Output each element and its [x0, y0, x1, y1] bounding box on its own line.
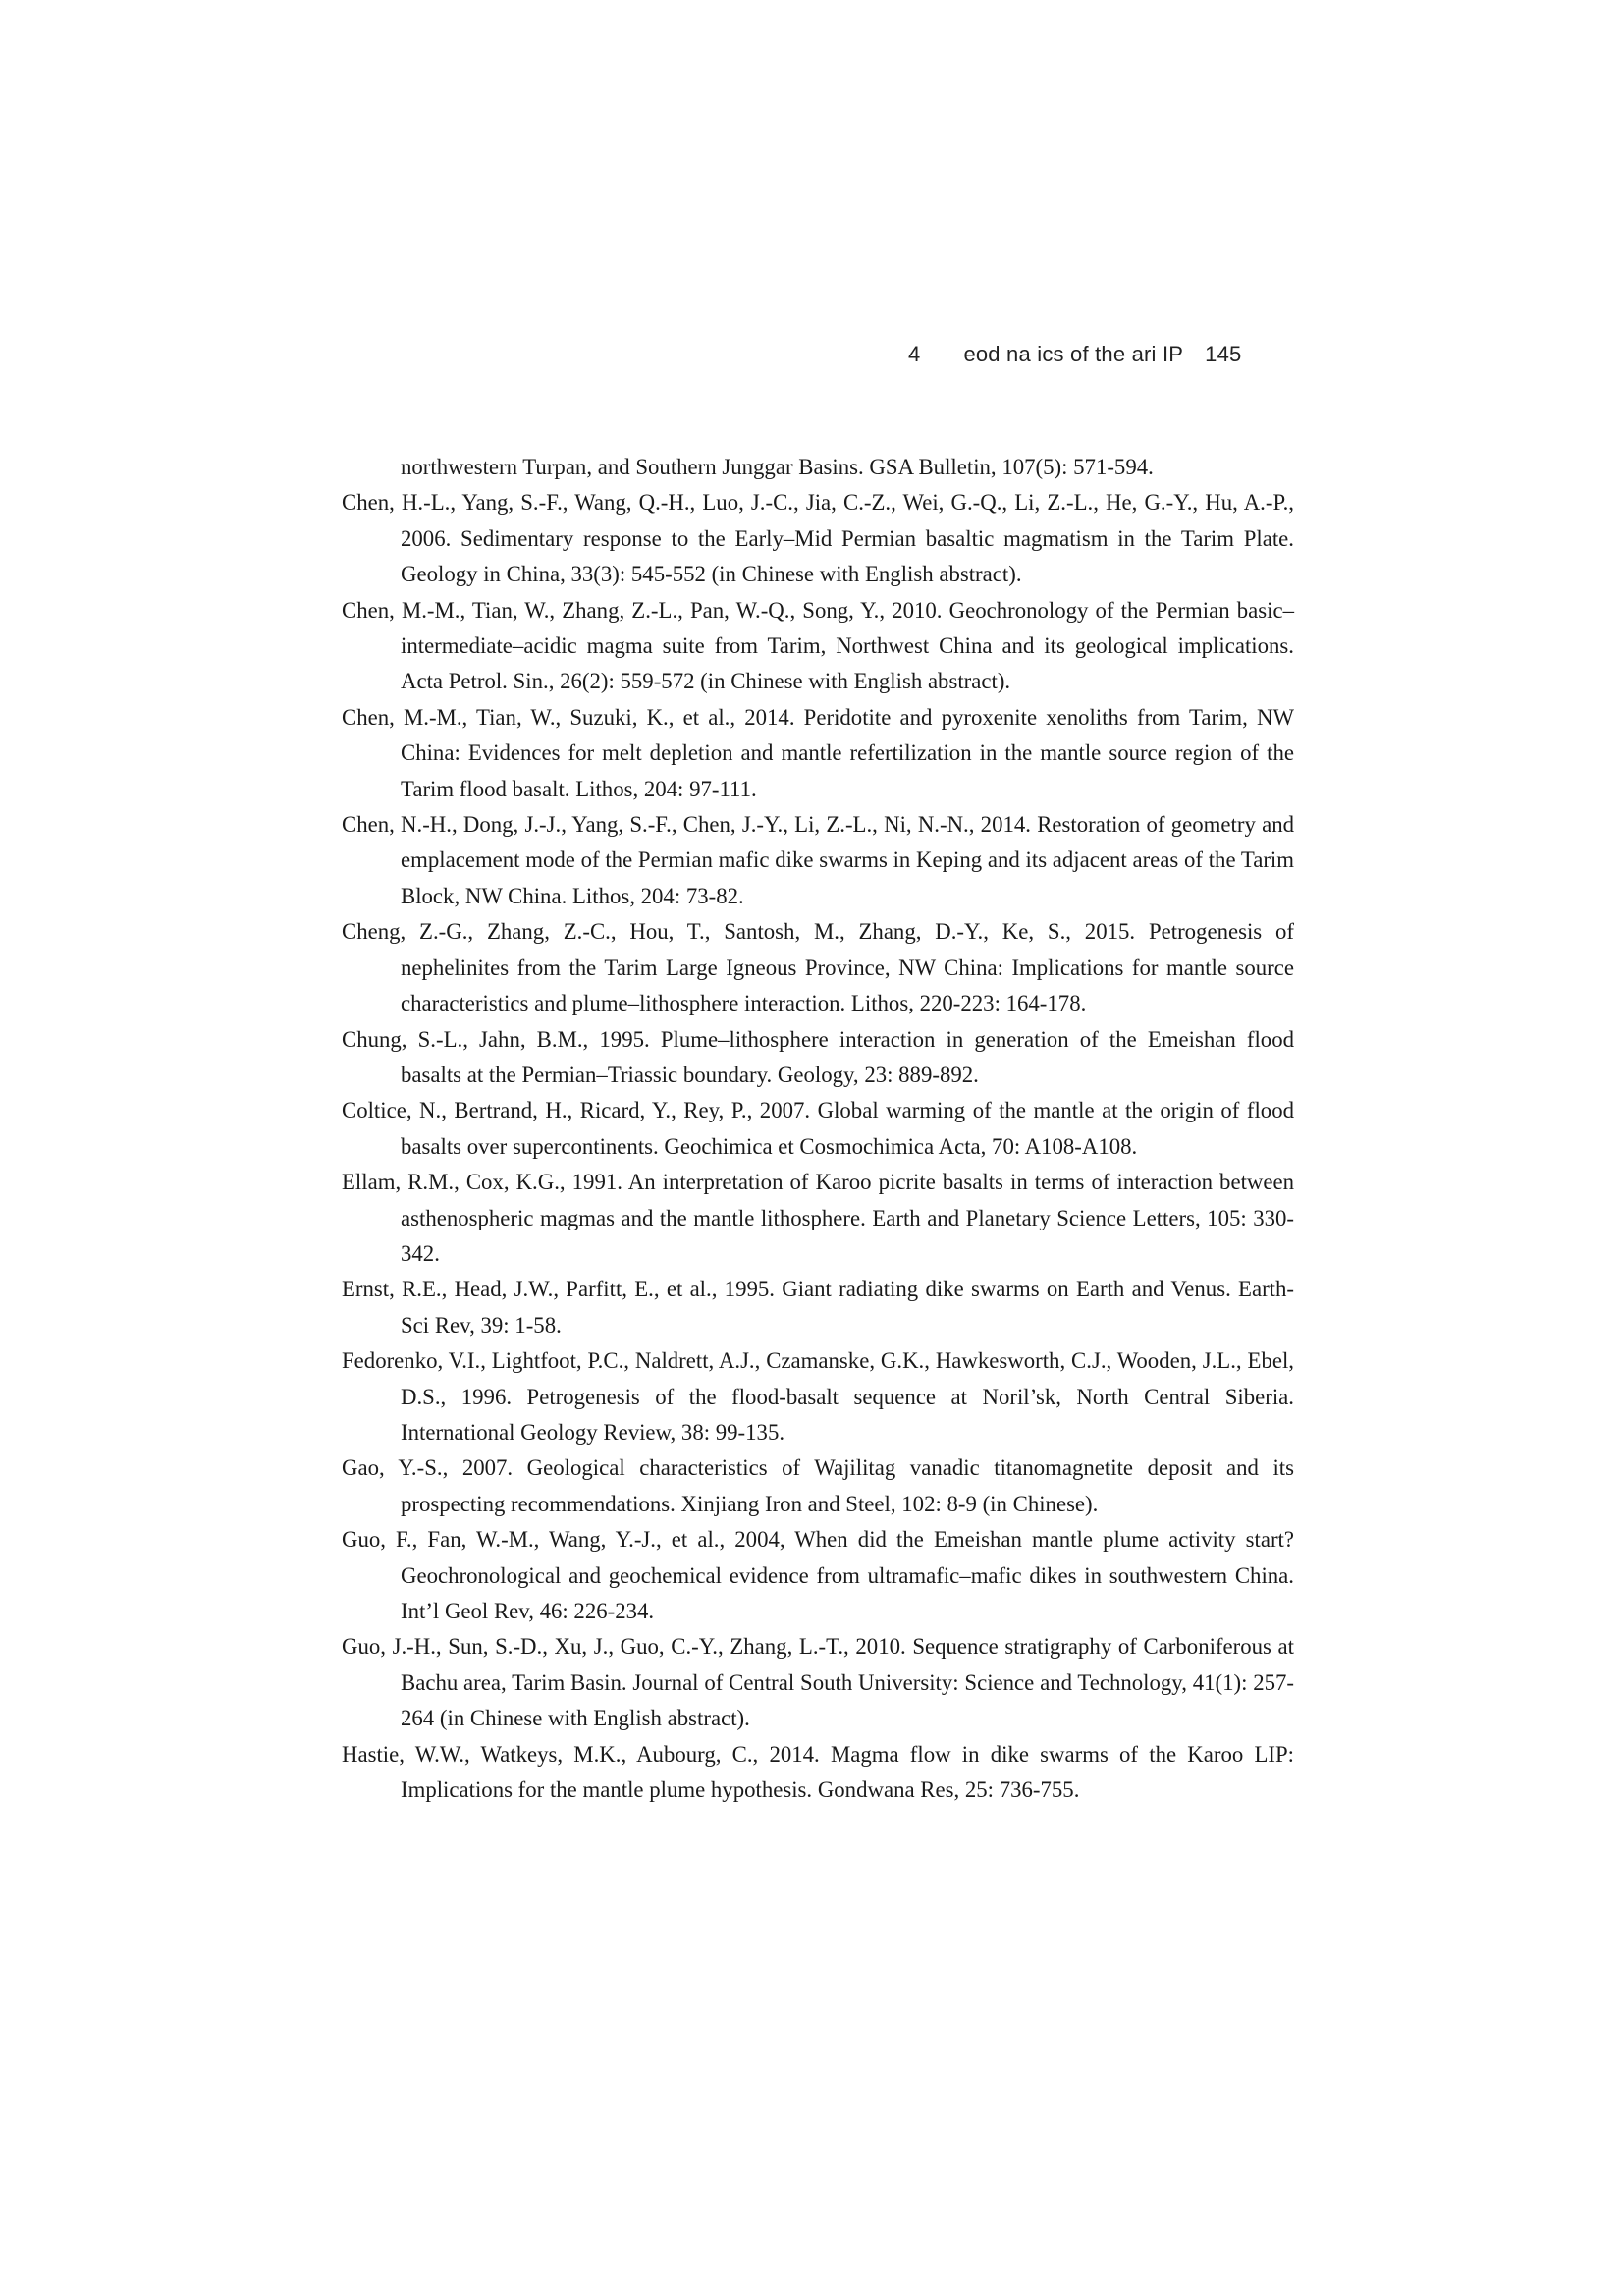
reference-entry: Cheng, Z.-G., Zhang, Z.-C., Hou, T., Santosh, M., Zhang, D.-Y., Ke, S., 2015. Petrogenesis of nephelinites from the Tarim Large Igneous Province, NW China: Implications for mantle source characteristics and plume–lithosphere interaction. Lithos, 220-223: 164-178.	[342, 919, 1294, 1016]
reference-entry: northwestern Turpan, and Southern Junggar Basins. GSA Bulletin, 107(5): 571-594.	[401, 455, 1154, 479]
running-header	[908, 342, 1330, 367]
reference-list	[342, 450, 1294, 1808]
reference-entry: Chen, M.-M., Tian, W., Zhang, Z.-L., Pan, W.-Q., Song, Y., 2010. Geochronology of the Permian basic–intermediate–acidic magma suite from Tarim, Northwest China and its geological implications. Acta Petrol. Sin., 26(2): 559-572 (in Chinese with English abstract).	[342, 597, 1294, 694]
reference-entry: Gao, Y.-S., 2007. Geological characteristics of Wajilitag vanadic titanomagnetite deposit and its prospecting recommendations. Xinjiang Iron and Steel, 102: 8-9 (in Chinese).	[342, 1455, 1294, 1516]
reference-entry: Ellam, R.M., Cox, K.G., 1991. An interpretation of Karoo picrite basalts in terms of interaction between asthenospheric magmas and the mantle lithosphere. Earth and Planetary Science Letters, 105: 330-342.	[342, 1170, 1294, 1266]
reference-entry: Chen, M.-M., Tian, W., Suzuki, K., et al., 2014. Peridotite and pyroxenite xenoliths from Tarim, NW China: Evidences for melt depletion and mantle refertilization in the mantle source region of the Tarim flood basalt. Lithos, 204: 97-111.	[342, 704, 1294, 801]
chapter-number: 4	[908, 342, 921, 366]
reference-entry: Guo, J.-H., Sun, S.-D., Xu, J., Guo, C.-Y., Zhang, L.-T., 2010. Sequence stratigraphy of Carboniferous at Bachu area, Tarim Basin. Journal of Central South University: Science and Technology, 41(1): 257-264 (in Chinese with English abstract).	[342, 1634, 1294, 1731]
chapter-title: eod na ics of the ari IP	[963, 342, 1184, 366]
reference-entry: Guo, F., Fan, W.-M., Wang, Y.-J., et al., 2004, When did the Emeishan mantle plume activity start? Geochronological and geochemical evidence from ultramafic–mafic dikes in southwestern China. Int’l Geol Rev, 46: 226-234.	[342, 1527, 1294, 1623]
page-number: 145	[1205, 342, 1242, 366]
reference-entry: Ernst, R.E., Head, J.W., Parfitt, E., et al., 1995. Giant radiating dike swarms on Earth and Venus. Earth-Sci Rev, 39: 1-58.	[342, 1277, 1294, 1338]
reference-entry: Chen, H.-L., Yang, S.-F., Wang, Q.-H., Luo, J.-C., Jia, C.-Z., Wei, G.-Q., Li, Z.-L., He, G.-Y., Hu, A.-P., 2006. Sedimentary response to the Early–Mid Permian basaltic magmatism in the Tarim Plate. Geology in China, 33(3): 545-552 (in Chinese with English abstract).	[342, 490, 1294, 587]
reference-entry: Chen, N.-H., Dong, J.-J., Yang, S.-F., Chen, J.-Y., Li, Z.-L., Ni, N.-N., 2014. Restoration of geometry and emplacement mode of the Permian mafic dike swarms in Keping and its adjacent areas of the Tarim Block, NW China. Lithos, 204: 73-82.	[342, 812, 1294, 908]
reference-entry: Chung, S.-L., Jahn, B.M., 1995. Plume–lithosphere interaction in generation of the Emeishan flood basalts at the Permian–Triassic boundary. Geology, 23: 889-892.	[342, 1026, 1294, 1087]
reference-entry: Fedorenko, V.I., Lightfoot, P.C., Naldrett, A.J., Czamanske, G.K., Hawkesworth, C.J., Wooden, J.L., Ebel, D.S., 1996. Petrogenesis of the flood-basalt sequence at Noril’sk, North Central Siberia. International Geology Review, 38: 99-135.	[342, 1348, 1294, 1445]
reference-entry: Hastie, W.W., Watkeys, M.K., Aubourg, C., 2014. Magma flow in dike swarms of the Karoo LIP: Implications for the mantle plume hypothesis. Gondwana Res, 25: 736-755.	[342, 1741, 1294, 1803]
reference-entry: Coltice, N., Bertrand, H., Ricard, Y., Rey, P., 2007. Global warming of the mantle at the origin of flood basalts over supercontinents. Geochimica et Cosmochimica Acta, 70: A108-A108.	[342, 1098, 1294, 1159]
